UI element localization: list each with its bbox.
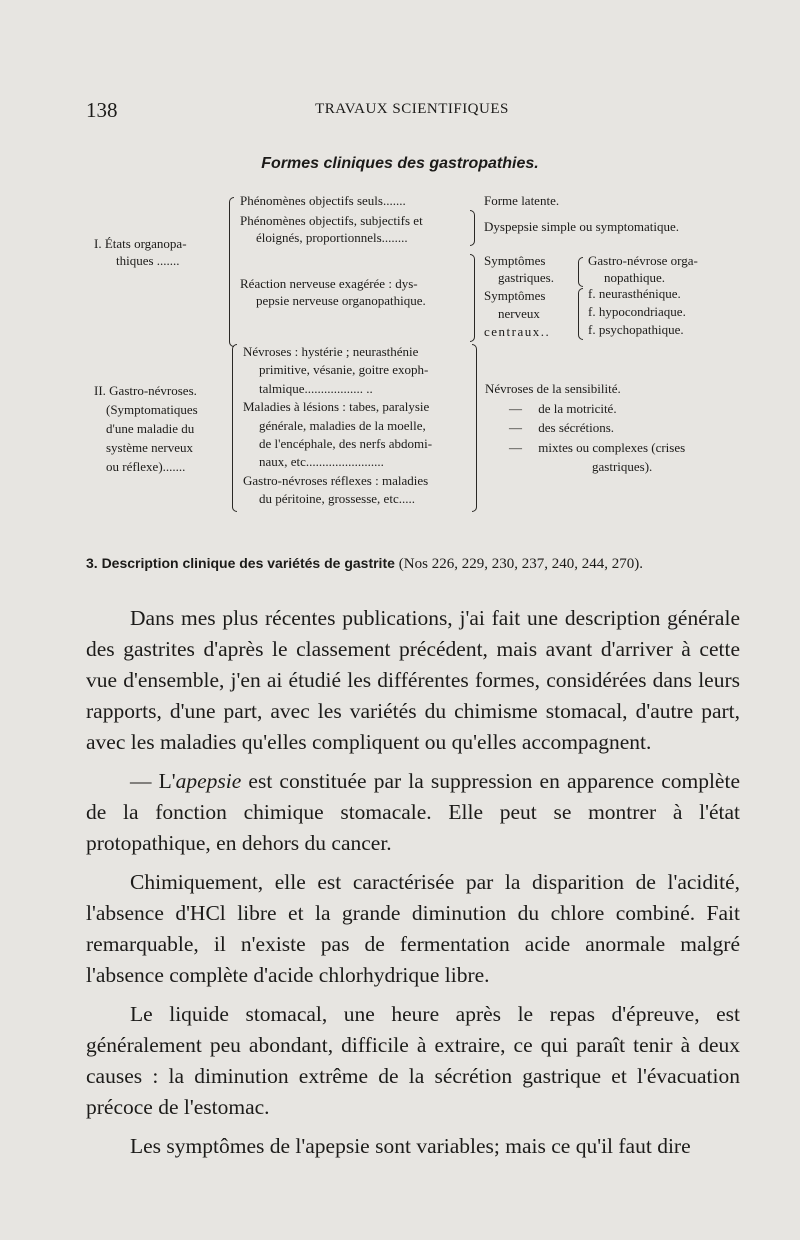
group2-cause-line: du péritoine, grossesse, etc.....: [259, 491, 415, 507]
group1-item1: Phénomènes objectifs seuls.......: [240, 193, 406, 208]
group1-label-line: I. États organopa-: [94, 236, 187, 251]
group1-sub1-result: [588, 252, 698, 286]
page-number: 138: [86, 98, 118, 122]
group2-label-line: système nerveux: [106, 440, 194, 455]
section-heading: [86, 555, 746, 573]
running-title: TRAVAUX SCIENTIFIQUES: [315, 101, 509, 117]
paragraph: Dans mes plus récentes publications, j'ai fait une description générale des gastrites d'après le classement précédent, mais avant d'arriver à cette vue d'ensemble, j'en ai étudié les différentes formes, considérées dans leurs rapports, d'une part, avec les variétés du chimisme stomacal, d'autre part, avec les maladies qu'elles compliquent ou qu'elles accompagnent.: [86, 606, 740, 754]
group1-sub2-line: centraux..: [484, 324, 551, 339]
group2-cause-line: primitive, vésanie, goitre exoph-: [259, 362, 429, 378]
group1-item1-result: Forme latente.: [484, 193, 560, 208]
group1-item3-brace: [470, 254, 475, 342]
paragraph: Les symptômes de l'apepsie sont variables; mais ce qu'il faut dire: [130, 1134, 691, 1158]
group1-sub1: [484, 252, 554, 286]
group2-cause-line: talmique.................. ..: [259, 380, 373, 396]
group2-result-line: — des sécrétions.: [509, 420, 615, 435]
group1-sub2-line: Symptômes: [484, 288, 546, 303]
group2-result-line: gastriques).: [592, 459, 653, 474]
group2-label-line: ou réflexe).......: [106, 459, 186, 474]
group1-sub1-line: gastriques.: [498, 270, 554, 285]
paragraph: Chimiquement, elle est caractérisée par la disparition de l'acidité, l'absence d'HCl libre et la grande diminution du chlore combiné. Fait remarquable, il n'existe pas de fermentation acide anormale malgré l'absence complète d'acide chlorhydrique libre.: [86, 870, 740, 987]
paragraph-text: est constituée par la suppression en apparence complète de la fonction chimique stomacale. Elle peut se montrer à l'état protopathique, en dehors du cancer.: [86, 769, 740, 855]
group1-item2: [240, 212, 423, 246]
group2-left-brace: [232, 344, 237, 512]
group1-sub2-results: [588, 285, 686, 339]
group2-result-line: — de la motricité.: [509, 400, 617, 416]
group2-results: [485, 379, 685, 477]
group1-sub2-result: f. psychopathique.: [588, 322, 684, 337]
group2-label-line: d'une maladie du: [106, 421, 195, 436]
group1-sub1-result-line: Gastro-névrose orga-: [588, 253, 698, 268]
group1-sub2: [484, 287, 550, 341]
group1-item3: [240, 275, 426, 309]
group2-cause-line: de l'encéphale, des nerfs abdomi-: [259, 436, 433, 452]
group2-cause-line: Névroses : hystérie ; neurasthénie: [243, 344, 419, 359]
group1-sub2-brace: [578, 288, 583, 340]
body-text: [86, 603, 740, 1170]
group1-item2-brace: [470, 210, 475, 246]
paragraph: [86, 766, 740, 859]
group2-cause-line: Gastro-névroses réflexes : maladies: [243, 472, 429, 488]
group1-item2-line: Phénomènes objectifs, subjectifs et: [240, 213, 423, 228]
italic-term: apepsie: [175, 769, 242, 793]
group1-item2-line: éloignés, proportionnels........: [256, 230, 408, 245]
group2-label: [94, 381, 198, 476]
group2-cause-line: générale, maladies de la moelle,: [259, 417, 426, 433]
table-title: Formes cliniques des gastropathies.: [261, 155, 539, 172]
page-header: [86, 98, 738, 122]
group2-label-line: (Symptomatiques: [106, 402, 198, 417]
group1-sub2-line: nerveux: [498, 306, 540, 321]
group1-label-line: thiques .......: [116, 253, 180, 268]
group1-sub1-result-line: nopathique.: [604, 270, 666, 285]
group1-item3-line: pepsie nerveuse organopathique.: [256, 293, 426, 308]
group2-causes: [243, 343, 432, 509]
section-references: (Nos 226, 229, 230, 237, 240, 244, 270).: [398, 556, 643, 572]
group1-label: [94, 235, 187, 269]
group1-item2-result: Dyspepsie simple ou symptomatique.: [484, 219, 679, 234]
paragraph-text: — L': [130, 769, 176, 793]
paragraph: Le liquide stomacal, une heure après le repas d'épreuve, est généralement peu abondant, difficile à extraire, ce qui paraît tenir à deux causes : la diminution extrême de la sécrétion gastrique et l'évacuation précoce de l'estomac.: [86, 1002, 740, 1119]
group1-sub2-result: f. neurasthénique.: [588, 286, 681, 301]
group2-label-line: II. Gastro-névroses.: [94, 383, 197, 398]
group2-result-line: — mixtes ou complexes (crises: [509, 439, 686, 455]
group2-right-brace: [472, 344, 477, 512]
group1-sub1-line: Symptômes: [484, 253, 546, 268]
group1-item3-line: Réaction nerveuse exagérée : dys-: [240, 276, 418, 291]
group1-left-brace: [229, 197, 234, 347]
group1-sub1-brace: [578, 257, 583, 287]
group1-sub2-result: f. hypocondriaque.: [588, 304, 686, 319]
section-heading-text: 3. Description clinique des variétés de gastrite: [86, 555, 395, 571]
group2-result-line: Névroses de la sensibilité.: [485, 381, 621, 396]
group2-cause-line: naux, etc........................: [259, 454, 384, 470]
group2-cause-line: Maladies à lésions : tabes, paralysie: [243, 399, 430, 415]
